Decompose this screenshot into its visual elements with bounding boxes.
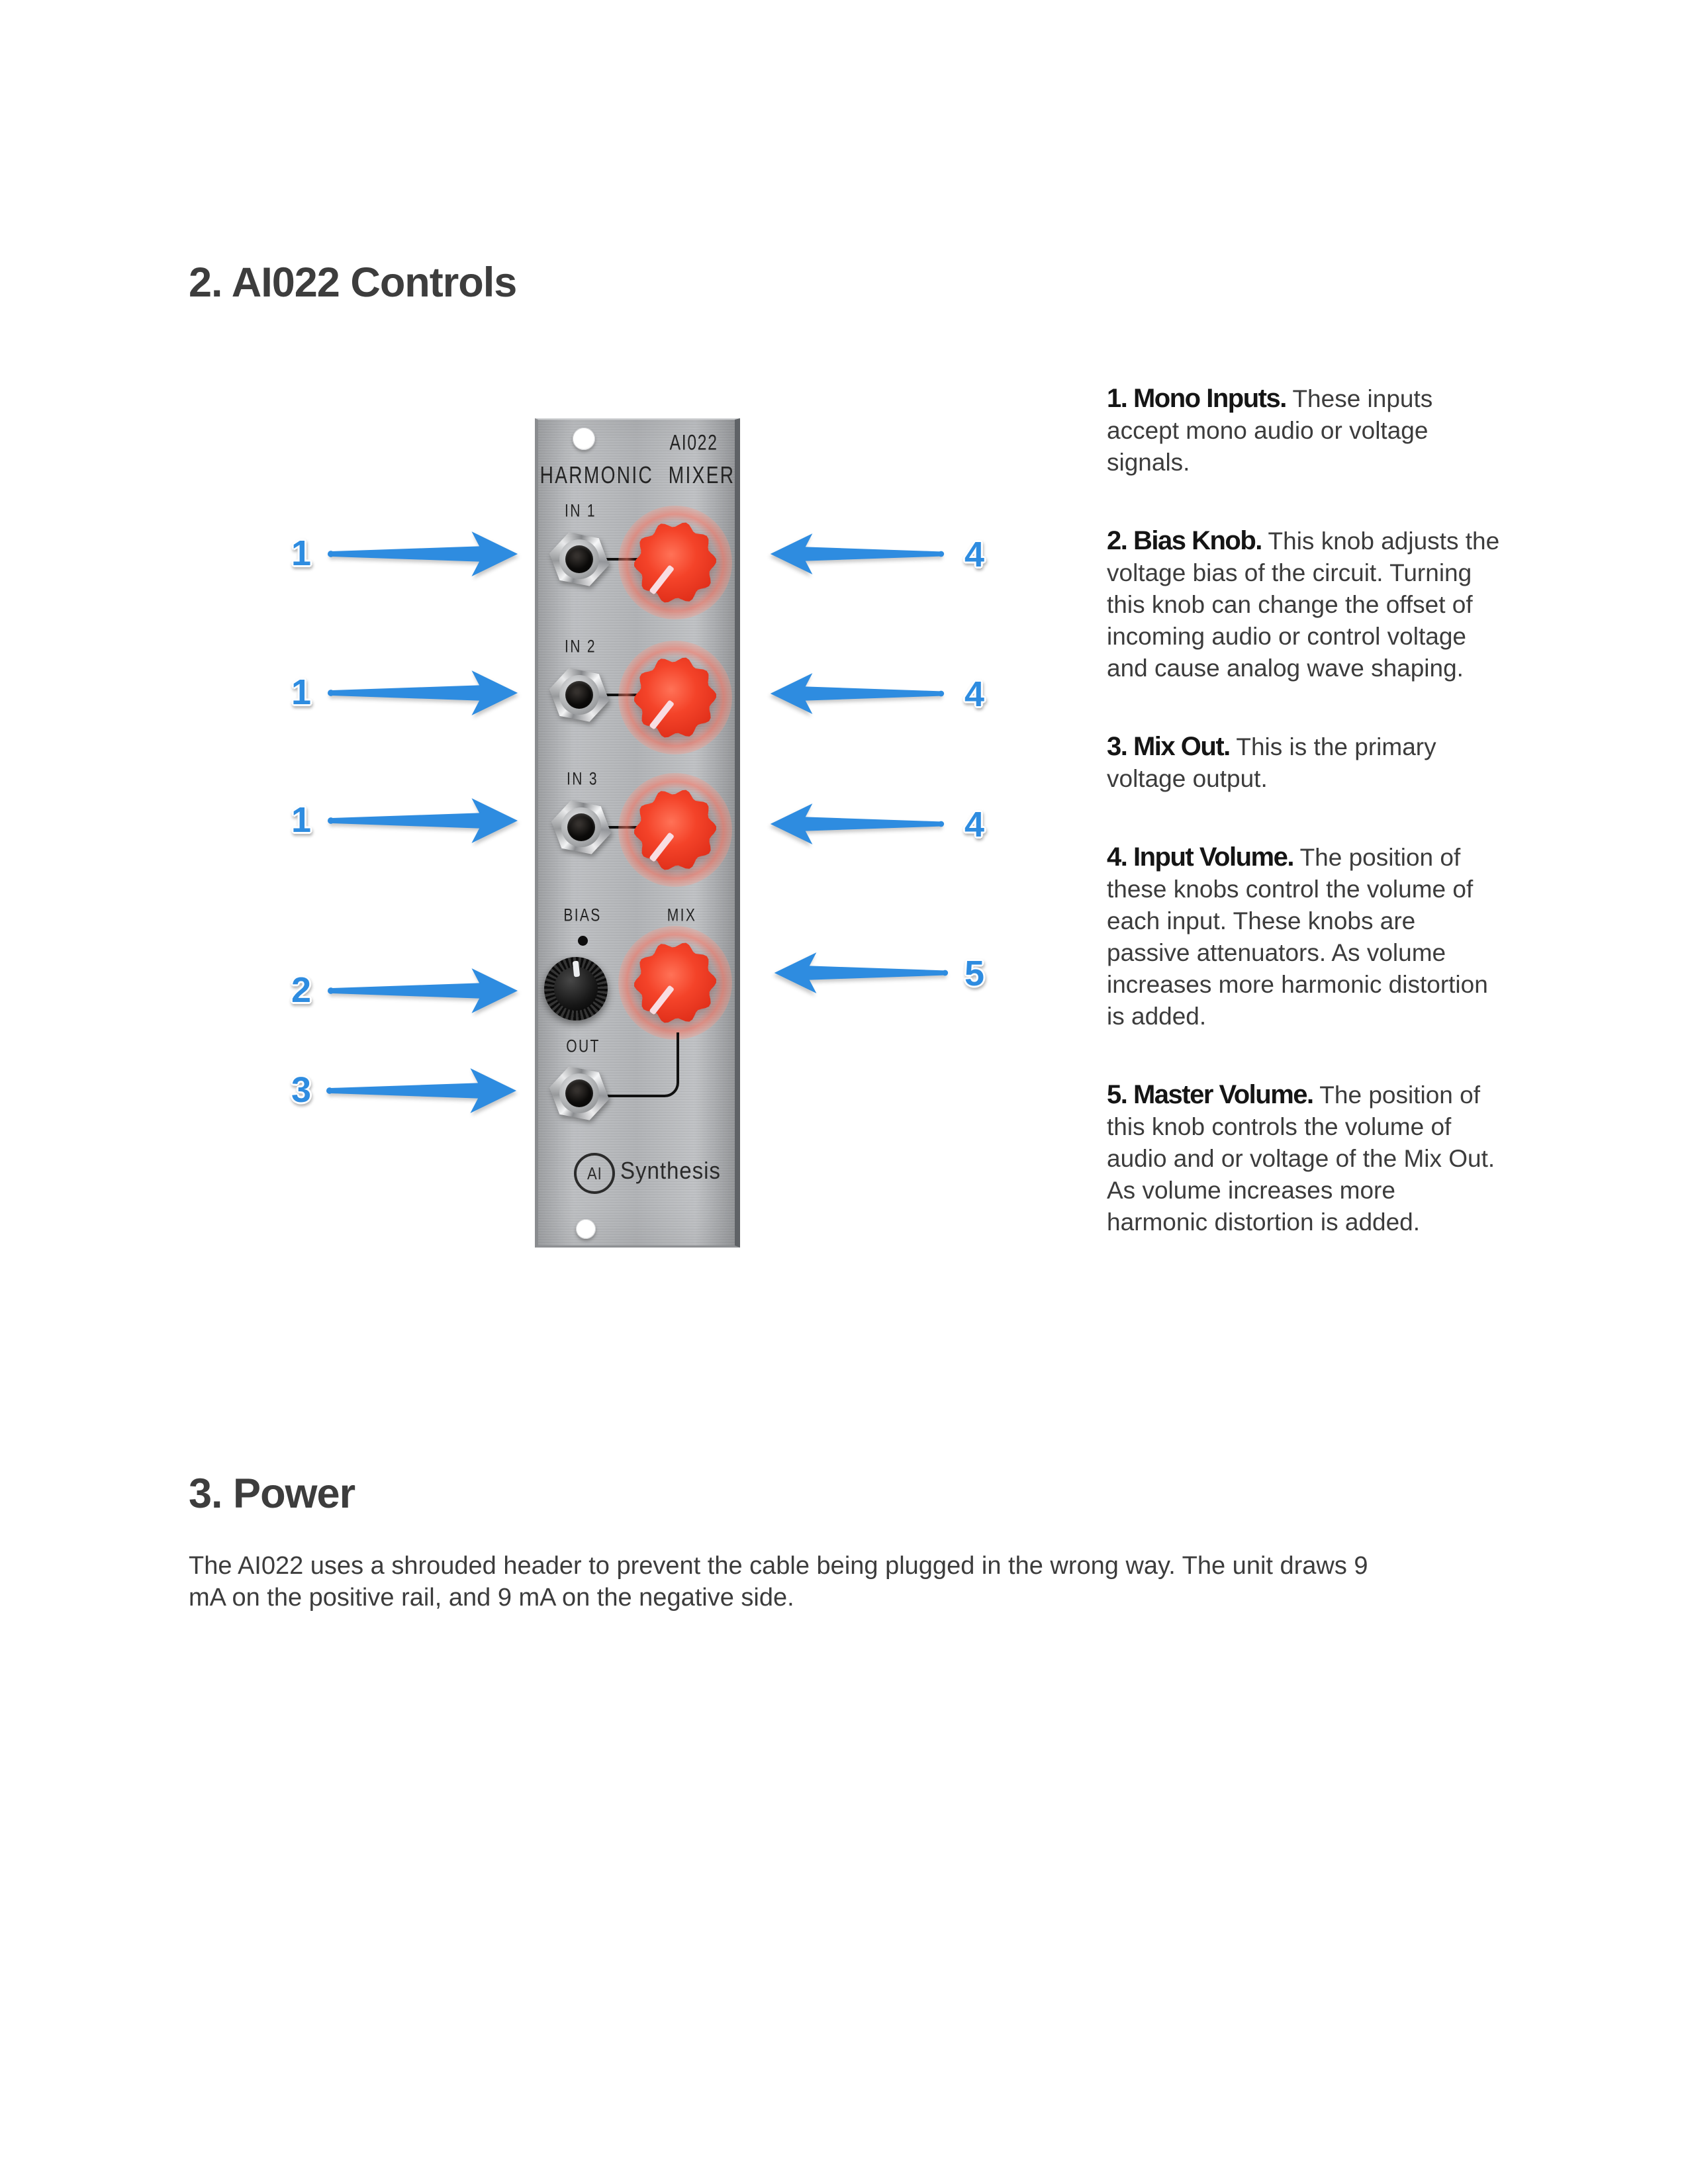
callout-number: 1: [291, 672, 312, 712]
description-text: This knob adjusts the voltage bias of the circuit. Turning this knob can change the offset of incoming audio or control voltage and cause analog wave shaping.: [1107, 527, 1500, 682]
jack-label-out: OUT: [566, 1036, 600, 1056]
description-term: 5. Master Volume.: [1107, 1080, 1313, 1109]
description-term: 2. Bias Knob.: [1107, 526, 1262, 555]
brand-logo-icon: [574, 1153, 615, 1194]
bias-marker-dot: [578, 936, 588, 946]
description-item: [1107, 525, 1501, 684]
arrow-right-icon: [327, 528, 519, 580]
description-term: 3. Mix Out.: [1107, 732, 1230, 761]
arrow-left-icon: [773, 947, 949, 1002]
power-paragraph: The AI022 uses a shrouded header to prevent the cable being plugged in the wrong way. The unit draws 9 mA on the positive rail, and 9 mA on the negative side.: [189, 1552, 1368, 1612]
jack-label-in2: IN 2: [565, 636, 596, 657]
arrow-right-icon: [327, 667, 519, 719]
description-text: This is the primary voltage output.: [1107, 733, 1436, 792]
callout-number: 4: [964, 674, 985, 714]
mounting-hole-top: [573, 428, 595, 450]
arrow-right-icon: [327, 965, 519, 1017]
knob-label-bias: BIAS: [563, 905, 602, 925]
power-section: [189, 1550, 1390, 1614]
knob-indicator: [573, 961, 580, 978]
arrow-left-icon: [769, 798, 945, 853]
trace-out-to-mix: [602, 1032, 679, 1097]
arrow-right-icon: [327, 795, 519, 846]
callout-number: 4: [964, 805, 985, 844]
jack-out: [549, 1065, 610, 1122]
brand-name: Synthesis: [620, 1157, 721, 1184]
description-item: [1107, 731, 1501, 795]
input-volume-knob-2: [622, 645, 728, 751]
description-term: 4. Input Volume.: [1107, 842, 1293, 872]
callout-number: 3: [291, 1070, 312, 1110]
arrow-right-icon: [326, 1065, 518, 1116]
section-title-controls: 2. AI022 Controls: [189, 259, 517, 306]
callout-number: 1: [291, 800, 312, 840]
description-text: The position of this knob controls the volume of audio and or voltage of the Mix Out. As volume increases more harmonic distortion is added.: [1107, 1081, 1495, 1236]
control-descriptions: [1107, 383, 1501, 1285]
mounting-hole-bottom: [576, 1219, 596, 1239]
knob-label-mix: MIX: [667, 905, 697, 925]
section-title-power: 3. Power: [189, 1471, 355, 1517]
bias-knob: [544, 957, 608, 1021]
mix-master-volume-knob: [622, 930, 728, 1036]
description-item: [1107, 383, 1501, 478]
description-text: The position of these knobs control the volume of each input. These knobs are passive attenuators. As volume increases more harmonic distortion is added.: [1107, 844, 1488, 1030]
model-label: AI022: [669, 430, 718, 455]
panel-title: HARMONIC MIXER: [539, 461, 735, 488]
jack-label-in3: IN 3: [567, 768, 598, 789]
description-item: [1107, 1079, 1501, 1238]
callout-number: 4: [964, 535, 985, 574]
description-text: These inputs accept mono audio or voltage signals.: [1107, 385, 1433, 476]
jack-label-in1: IN 1: [565, 500, 596, 521]
jack-in1: [549, 531, 610, 588]
brand-logo-text: AI: [586, 1163, 602, 1183]
arrow-left-icon: [769, 528, 945, 583]
jack-in2: [549, 666, 610, 723]
callout-number: 1: [291, 533, 312, 573]
arrow-left-icon: [769, 668, 945, 723]
description-item: [1107, 841, 1501, 1032]
callout-number: 5: [964, 954, 985, 993]
jack-in3: [551, 799, 612, 856]
description-term: 1. Mono Inputs.: [1107, 384, 1286, 413]
module-panel-photo: [535, 418, 740, 1248]
input-volume-knob-3: [622, 777, 728, 883]
callout-number: 2: [291, 970, 312, 1010]
input-volume-knob-1: [622, 510, 728, 615]
